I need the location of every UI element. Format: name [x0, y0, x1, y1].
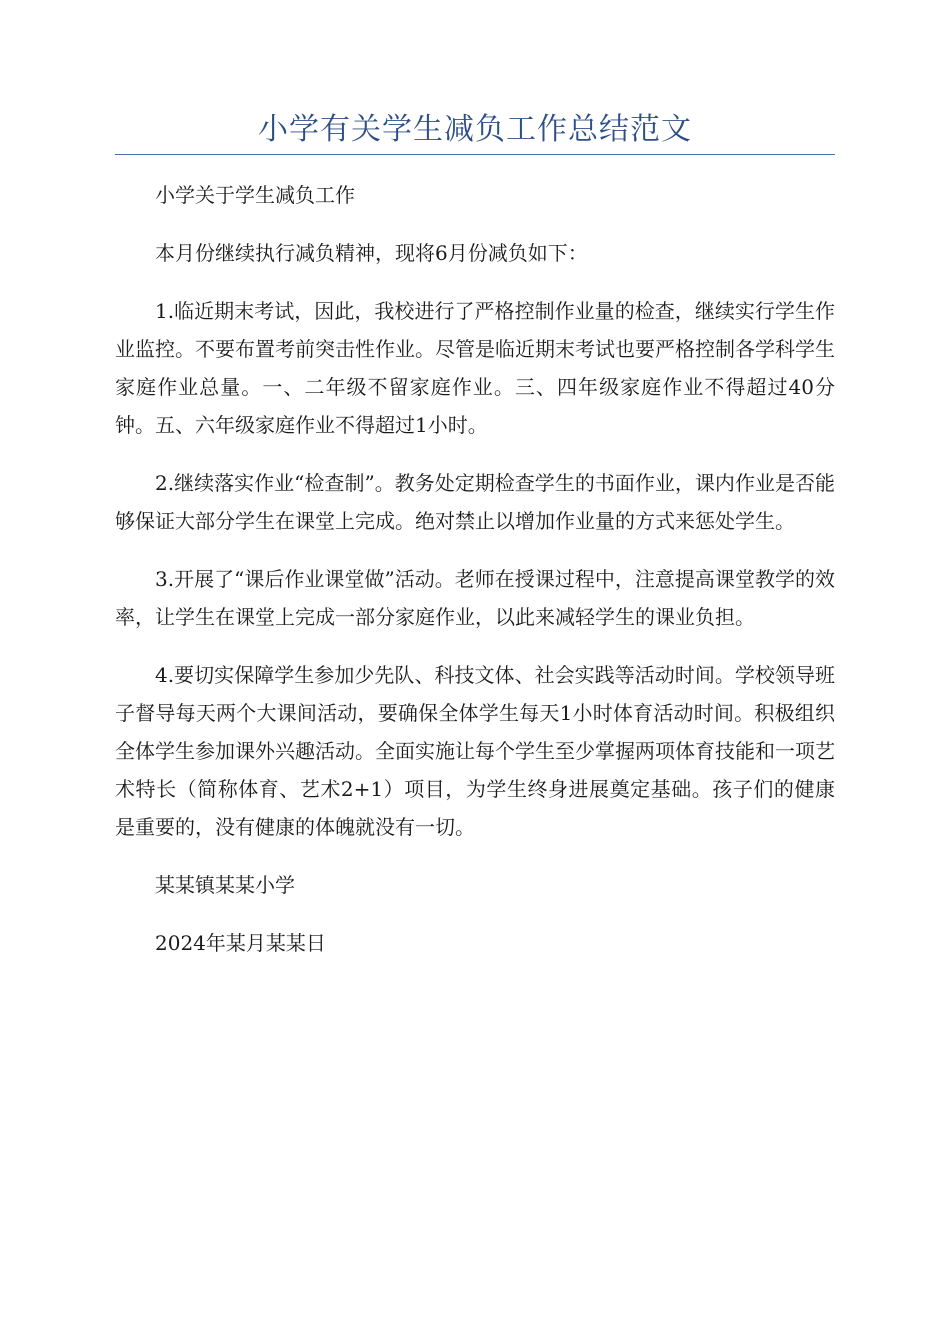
signature: 某某镇某某小学 [155, 873, 295, 897]
paragraph-item-2: 2.继续落实作业“检查制”。教务处定期检查学生的书面作业，课内作业是否能够保证大部分学生在课堂上完成。绝对禁止以增加作业量的方式来惩处学生。 [115, 471, 835, 533]
paragraph-item-3: 3.开展了“课后作业课堂做”活动。老师在授课过程中，注意提高课堂教学的效率，让学生在课堂上完成一部分家庭作业，以此来减轻学生的课业负担。 [115, 567, 835, 629]
title-underline [115, 154, 835, 155]
document-body [115, 176, 835, 982]
date: 2024年某月某某日 [155, 931, 326, 955]
document-title: 小学有关学生减负工作总结范文 [258, 112, 692, 147]
paragraph-heading: 小学关于学生减负工作 [155, 183, 355, 207]
paragraph-item-1: 1.临近期末考试，因此，我校进行了严格控制作业量的检查，继续实行学生作业监控。不要布置考前突击性作业。尽管是临近期末考试也要严格控制各学科学生家庭作业总量。一、二年级不留家庭作业。三、四年级家庭作业不得超过40分钟。五、六年级家庭作业不得超过1小时。 [115, 299, 835, 437]
paragraph-intro: 本月份继续执行减负精神，现将6月份减负如下： [155, 241, 588, 265]
paragraph-item-4: 4.要切实保障学生参加少先队、科技文体、社会实践等活动时间。学校领导班子督导每天两个大课间活动，要确保全体学生每天1小时体育活动时间。积极组织全体学生参加课外兴趣活动。全面实施让每个学生至少掌握两项体育技能和一项艺术特长（简称体育、艺术2+1）项目，为学生终身进展奠定基础。孩子们的健康是重要的，没有健康的体魄就没有一切。 [115, 663, 835, 839]
